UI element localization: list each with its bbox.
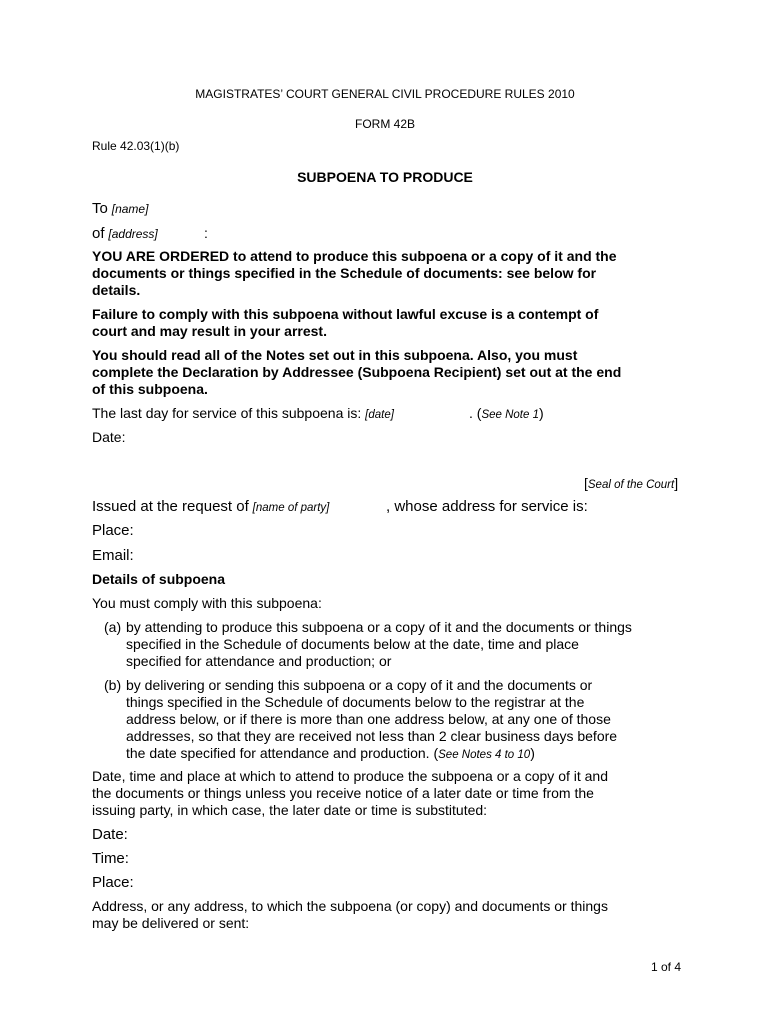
issued-line bbox=[92, 498, 588, 517]
address-for-service-text: , whose address for service is: bbox=[386, 498, 588, 515]
item-b-line-5: the date specified for attendance and production. (See Notes 4 to 10) bbox=[126, 745, 535, 761]
name-placeholder: [name] bbox=[111, 202, 149, 216]
form-number: FORM 42B bbox=[354, 117, 415, 131]
page-number: 1 of 4 bbox=[651, 960, 682, 974]
item-b-line-1: by delivering or sending this subpoena or a copy of it and the documents or bbox=[126, 677, 593, 693]
address-placeholder: [address] bbox=[108, 227, 158, 241]
item-a-line-3: specified for attendance and production; or bbox=[126, 653, 392, 669]
list-marker-a: (a) bbox=[104, 619, 122, 635]
list-marker-b: (b) bbox=[104, 677, 122, 693]
ordered-notice bbox=[92, 248, 692, 299]
attendance-paragraph bbox=[92, 768, 692, 819]
court-seal-placeholder: [Seal of the Court] bbox=[584, 475, 679, 491]
of-line bbox=[92, 225, 208, 243]
attendance-time-label: Time: bbox=[92, 850, 129, 867]
attendance-line-1: Date, time and place at which to attend to produce the subpoena or a copy of it and bbox=[92, 768, 609, 784]
item-a-line-1: by attending to produce this subpoena or a copy of it and the documents or things bbox=[126, 619, 632, 635]
list-item-a bbox=[104, 619, 704, 671]
to-label: To bbox=[92, 200, 108, 217]
attendance-line-3: issuing party, in which case, the later date or time is substituted: bbox=[92, 802, 488, 818]
details-intro: You must comply with this subpoena: bbox=[92, 595, 322, 611]
item-a-line-2: specified in the Schedule of documents below at the date, time and place bbox=[126, 636, 579, 652]
read-notes-notice bbox=[92, 347, 692, 398]
item-b-line-3: address below, or if there is more than one address below, at any one of those bbox=[126, 711, 611, 727]
of-label: of bbox=[92, 225, 105, 242]
ordered-line-3: details. bbox=[92, 282, 141, 298]
address-colon: : bbox=[204, 225, 208, 241]
last-day-text: The last day for service of this subpoena is: bbox=[92, 405, 362, 421]
rules-title: MAGISTRATES’ COURT GENERAL CIVIL PROCEDURE RULES 2010 bbox=[195, 87, 575, 101]
place-label: Place: bbox=[92, 522, 134, 539]
document-title: SUBPOENA TO PRODUCE bbox=[297, 169, 473, 185]
delivery-address-line-2: may be delivered or sent: bbox=[92, 915, 250, 931]
failure-notice bbox=[92, 306, 692, 340]
attendance-line-2: the documents or things unless you receive notice of a later date or time from the bbox=[92, 785, 594, 801]
rule-reference: Rule 42.03(1)(b) bbox=[92, 139, 180, 153]
party-placeholder: [name of party] bbox=[252, 502, 330, 514]
list-item-b bbox=[104, 677, 704, 763]
ordered-line-1: YOU ARE ORDERED to attend to produce this subpoena or a copy of it and the bbox=[92, 248, 617, 264]
details-heading: Details of subpoena bbox=[92, 571, 226, 587]
item-b-line-2: things specified in the Schedule of documents below to the registrar at the bbox=[126, 694, 585, 710]
delivery-address-paragraph bbox=[92, 898, 692, 932]
attendance-date-label: Date: bbox=[92, 826, 128, 843]
failure-line-2: court and may result in your arrest. bbox=[92, 323, 327, 339]
issued-text: Issued at the request of bbox=[92, 498, 249, 515]
service-date-label: Date: bbox=[92, 429, 126, 445]
delivery-address-line-1: Address, or any address, to which the subpoena (or copy) and documents or things bbox=[92, 898, 608, 914]
item-b-line-4: addresses, so that they are received not less than 2 clear business days before bbox=[126, 728, 618, 744]
see-note-1: . (See Note 1) bbox=[469, 405, 544, 421]
attendance-place-label: Place: bbox=[92, 874, 134, 891]
service-date-placeholder: [date] bbox=[365, 409, 394, 421]
failure-line-1: Failure to comply with this subpoena without lawful excuse is a contempt of bbox=[92, 306, 599, 322]
last-day-line bbox=[92, 405, 544, 424]
read-notes-line-3: of this subpoena. bbox=[92, 381, 208, 397]
read-notes-line-1: You should read all of the Notes set out in this subpoena. Also, you must bbox=[92, 347, 578, 363]
to-line bbox=[92, 200, 148, 218]
read-notes-line-2: complete the Declaration by Addressee (Subpoena Recipient) set out at the end bbox=[92, 364, 622, 380]
ordered-line-2: documents or things specified in the Schedule of documents: see below for bbox=[92, 265, 597, 281]
email-label: Email: bbox=[92, 547, 134, 564]
